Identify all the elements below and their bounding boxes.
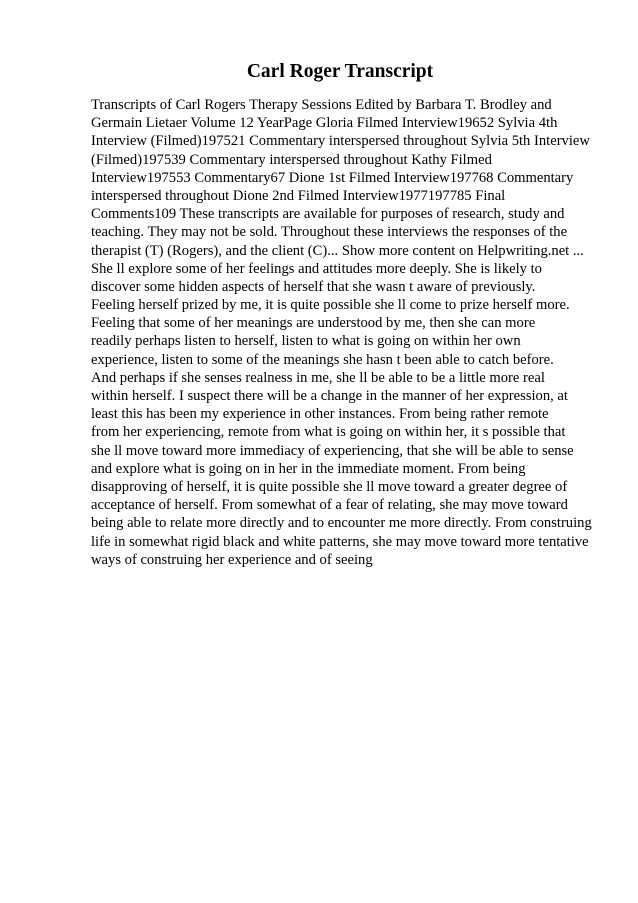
body-line: (Filmed)197539 Commentary interspersed throughout Kathy Filmed	[91, 151, 492, 168]
body-line: experience, listen to some of the meanings she hasn t been able to catch before.	[91, 351, 554, 368]
body-line: Transcripts of Carl Rogers Therapy Sessions Edited by Barbara T. Brodley and	[91, 97, 552, 113]
body-line: and explore what is going on in her in the immediate moment. From being	[91, 460, 526, 477]
body-line: And perhaps if she senses realness in me, she ll be able to be a little more real	[91, 369, 545, 386]
body-line: life in somewhat rigid black and white patterns, she may move toward more tentative	[91, 533, 589, 550]
body-line: Germain Lietaer Volume 12 YearPage Gloria Filmed Interview19652 Sylvia 4th	[91, 115, 558, 132]
body-line: interspersed throughout Dione 2nd Filmed Interview1977197785 Final	[91, 187, 506, 204]
body-line: being able to relate more directly and to encounter me more directly. From construing	[91, 515, 592, 532]
body-line: Comments109 These transcripts are available for purposes of research, study and	[91, 206, 565, 223]
body-line: least this has been my experience in other instances. From being rather remote	[91, 406, 549, 423]
body-line: therapist (T) (Rogers), and the client (C)... Show more content on Helpwriting.net ...	[91, 242, 584, 259]
body-line: from her experiencing, remote from what is going on within her, it s possible that	[91, 424, 566, 441]
body-line: acceptance of herself. From somewhat of a fear of relating, she may move toward	[91, 497, 568, 514]
document-body	[91, 96, 621, 569]
body-line: She ll explore some of her feelings and attitudes more deeply. She is likely to	[91, 260, 542, 277]
body-line: discover some hidden aspects of herself that she wasn t aware of previously.	[91, 278, 536, 295]
document-title: Carl Roger Transcript	[246, 61, 434, 82]
body-line: ways of construing her experience and of seeing	[91, 551, 373, 568]
body-line: disapproving of herself, it is quite possible she ll move toward a greater degree of	[91, 478, 568, 495]
body-line: within herself. I suspect there will be a change in the manner of her expression, at	[91, 388, 568, 404]
body-line: teaching. They may not be sold. Throughout these interviews the responses of the	[91, 224, 568, 241]
body-line: Interview197553 Commentary67 Dione 1st Filmed Interview197768 Commentary	[91, 169, 574, 186]
body-line: Feeling herself prized by me, it is quite possible she ll come to prize herself more.	[91, 297, 570, 314]
body-line: Interview (Filmed)197521 Commentary interspersed throughout Sylvia 5th Interview	[91, 133, 590, 150]
body-line: readily perhaps listen to herself, listen to what is going on within her own	[91, 333, 521, 350]
body-line: Feeling that some of her meanings are understood by me, then she can more	[91, 315, 536, 332]
body-line: she ll move toward more immediacy of experiencing, that she will be able to sense	[91, 442, 574, 459]
